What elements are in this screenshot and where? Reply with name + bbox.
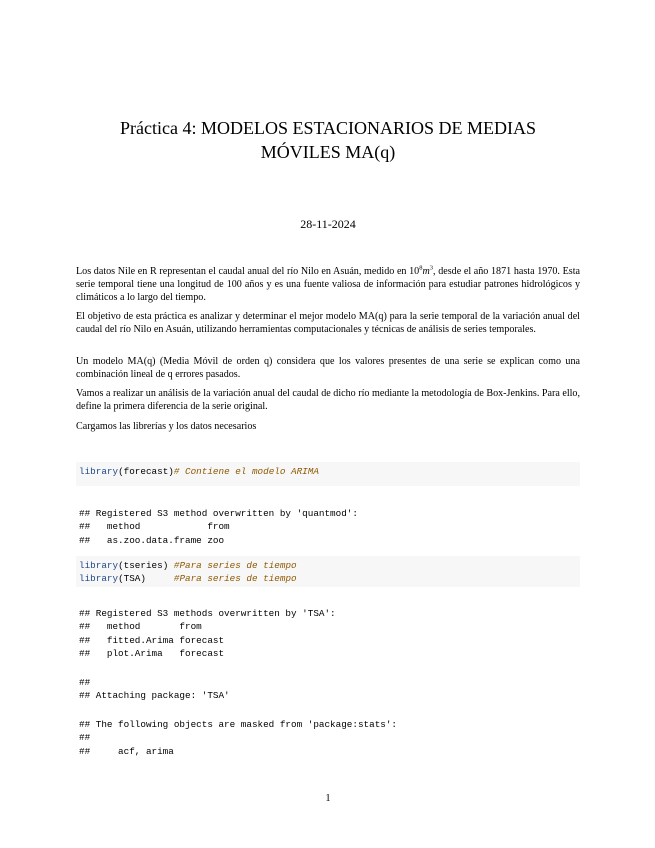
output-block-quantmod: ## Registered S3 method overwritten by 'quantmod': ## method from ## as.zoo.data.frame zoo (79, 508, 358, 546)
title-line-2: MÓVILES MA(q) (260, 142, 396, 162)
document-date: 28-11-2024 (300, 217, 356, 231)
code-function: library (79, 573, 119, 584)
output-block-tsa-methods: ## Registered S3 methods overwritten by 'TSA': ## method from ## fitted.Arima forecast ## plot.Arima forecast (79, 608, 336, 660)
code-block-tseries-tsa (76, 556, 580, 587)
code-argument: (TSA) (118, 573, 174, 584)
code-comment: # Contiene el modelo ARIMA (173, 466, 319, 477)
code-block-forecast (76, 462, 580, 486)
output-block-attaching: ## ## Attaching package: 'TSA' (79, 677, 230, 702)
code-function: library (79, 560, 119, 571)
code-line (79, 465, 580, 478)
code-line (79, 559, 580, 572)
code-comment: #Para series de tiempo (173, 573, 297, 584)
paragraph-methodology: Vamos a realizar un análisis de la variación anual del caudal de dicho río mediante la metodología de Box-Jenkins. Para ello, define la primera diferencia de la serie original. (76, 388, 580, 413)
code-argument: (tseries) (118, 560, 174, 571)
code-argument: (forecast) (118, 466, 174, 477)
code-function: library (79, 466, 119, 477)
paragraph-intro: Los datos Nile en R representan el caudal anual del río Nilo en Asuán, medido en $10^8m^3$, desde el año 1871 hasta 1970. Esta serie temporal tiene una longitud de 100 años y es una fuente valiosa de información para estudiar patrones hidrológicos y climáticos a lo largo del tiempo. (76, 264, 580, 304)
paragraph-objective: El objetivo de esta práctica es analizar y determinar el mejor modelo MA(q) para la serie temporal de la variación anual del caudal del río Nilo en Asuán, utilizando herramientas computacionales y técnicas de análisis de series temporales. (76, 311, 580, 336)
title-line-1: Práctica 4: MODELOS ESTACIONARIOS DE MEDIAS (119, 118, 537, 138)
code-line (79, 572, 580, 585)
code-comment: #Para series de tiempo (173, 560, 297, 571)
document-title (76, 116, 580, 164)
paragraph-ma-definition: Un modelo MA(q) (Media Móvil de orden q) considera que los valores presentes de una serie se explican como una combinación lineal de q errores pasados. (76, 356, 580, 381)
page-number: 1 (325, 793, 331, 804)
output-block-masked: ## The following objects are masked from 'package:stats': ## ## acf, arima (79, 719, 398, 757)
paragraph-load-libraries: Cargamos las librerías y los datos necesarios (76, 421, 257, 432)
